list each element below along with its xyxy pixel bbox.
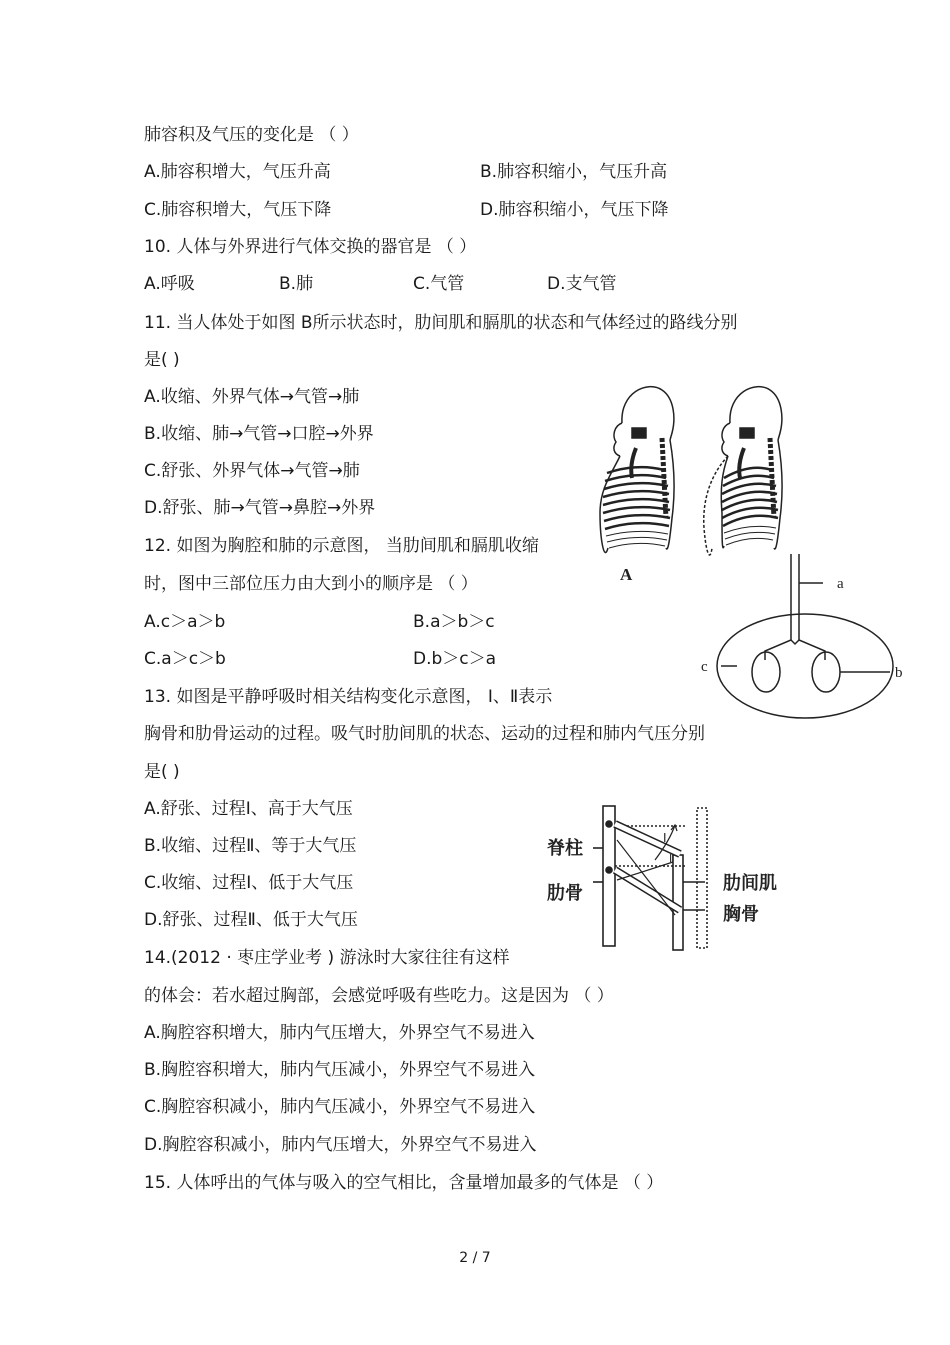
option-11b: B.收缩、肺→气管→口腔→外界 <box>144 424 374 444</box>
page-number: 2 / 7 <box>459 1250 491 1266</box>
option-14b: B.胸腔容积增大，肺内气压减小，外界空气不易进入 <box>144 1060 536 1080</box>
question-13-stem-cont: 胸骨和肋骨运动的过程。吸气时肋间肌的状态、运动的过程和肺内气压分别 <box>144 724 705 744</box>
option-13c: C.收缩、过程Ⅰ、低于大气压 <box>144 873 354 893</box>
question-14-stem: 14.(2012 · 枣庄学业考 ) 游泳时大家往往有这样 <box>144 948 510 968</box>
option-11d: D.舒张、肺→气管→鼻腔→外界 <box>144 498 376 518</box>
process-1-label: Ⅰ <box>663 831 667 845</box>
question-14-stem-cont: 的体会：若水超过胸部，会感觉呼吸有些吃力。这是因为 （ ） <box>144 986 614 1006</box>
option-9c: C.肺容积增大，气压下降 <box>144 200 332 220</box>
option-10c: C.气管 <box>413 274 465 294</box>
question-15-stem: 15. 人体呼出的气体与吸入的空气相比，含量增加最多的气体是 （ ） <box>144 1173 664 1193</box>
label-c: c <box>701 659 708 675</box>
option-13d: D.舒张、过程Ⅱ、低于大气压 <box>144 910 358 930</box>
spine-label: 脊柱 <box>547 838 583 859</box>
figure-a-label: A <box>620 565 633 584</box>
option-9b: B.肺容积缩小，气压升高 <box>480 162 668 182</box>
question-13-stem-cont2: 是( ) <box>144 762 180 782</box>
thorax-lung-figure <box>695 548 915 720</box>
option-11a: A.收缩、外界气体→气管→肺 <box>144 387 360 407</box>
question-13-stem: 13. 如图是平静呼吸时相关结构变化示意图， Ⅰ、Ⅱ表示 <box>144 687 553 707</box>
option-14d: D.胸腔容积减小，肺内气压增大，外界空气不易进入 <box>144 1135 537 1155</box>
option-10d: D.支气管 <box>547 274 617 294</box>
option-12b: B.a＞b＞c <box>413 612 495 632</box>
option-9a: A.肺容积增大，气压升高 <box>144 162 331 182</box>
question-9-stem: 肺容积及气压的变化是 （ ） <box>144 125 359 145</box>
sternum-label: 胸骨 <box>723 904 759 925</box>
question-10-stem: 10. 人体与外界进行气体交换的器官是 （ ） <box>144 237 477 257</box>
option-14c: C.胸腔容积减小，肺内气压减小，外界空气不易进入 <box>144 1097 536 1117</box>
process-2-label: Ⅱ <box>669 853 675 865</box>
intercostal-muscle-label: 肋间肌 <box>723 873 777 894</box>
question-12-stem-cont: 时，图中三部位压力由大到小的顺序是 （ ） <box>144 574 478 594</box>
rib-movement-figure <box>545 800 795 955</box>
option-13b: B.收缩、过程Ⅱ、等于大气压 <box>144 836 357 856</box>
option-10b: B.肺 <box>279 274 314 294</box>
option-12c: C.a＞c＞b <box>144 649 226 669</box>
option-12a: A.c＞a＞b <box>144 612 226 632</box>
option-13a: A.舒张、过程Ⅰ、高于大气压 <box>144 799 353 819</box>
option-10a: A.呼吸 <box>144 274 195 294</box>
option-14a: A.胸腔容积增大，肺内气压增大，外界空气不易进入 <box>144 1023 535 1043</box>
rib-label: 肋骨 <box>547 883 583 904</box>
label-a: a <box>837 576 844 592</box>
option-12d: D.b＞c＞a <box>413 649 497 669</box>
question-11-stem: 11. 当人体处于如图 B所示状态时，肋间肌和膈肌的状态和气体经过的路线分别 <box>144 313 738 333</box>
option-9d: D.肺容积缩小，气压下降 <box>480 200 669 220</box>
question-12-stem: 12. 如图为胸腔和肺的示意图， 当肋间肌和膈肌收缩 <box>144 536 539 556</box>
option-11c: C.舒张、外界气体→气管→肺 <box>144 461 360 481</box>
question-11-stem-cont: 是( ) <box>144 350 180 370</box>
label-b: b <box>895 665 903 681</box>
